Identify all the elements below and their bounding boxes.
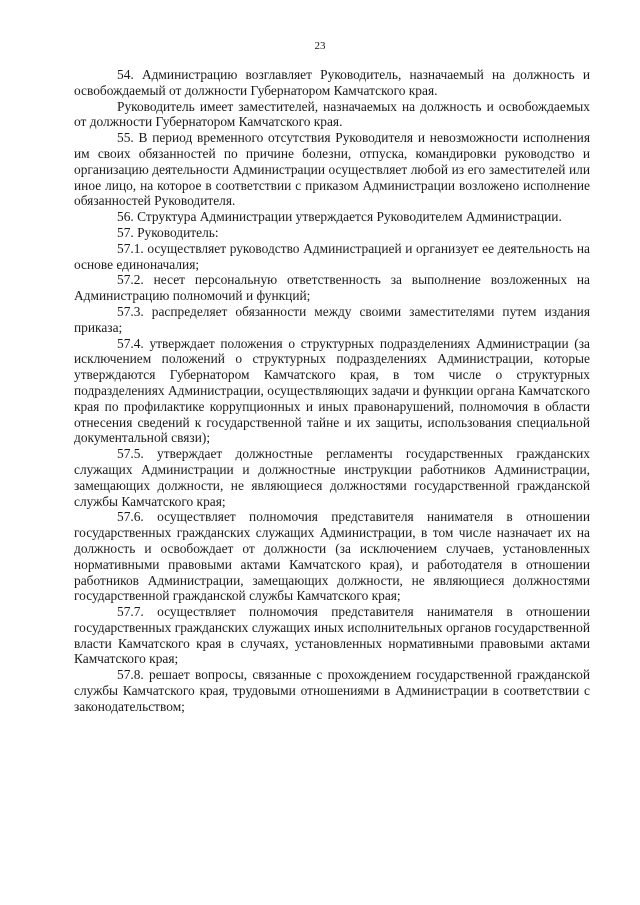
paragraph-56: 56. Структура Администрации утверждается Руководителем Администрации. — [117, 209, 562, 225]
paragraph-57-1: 57.1. осуществляет руководство Администрацией и организует ее деятельность на основе единоначалия; — [74, 240, 590, 272]
paragraph-deputies: Руководитель имеет заместителей, назначаемых на должность и освобождаемых от должности Губернатором Камчатского края. — [74, 98, 590, 130]
page-number: 23 — [314, 40, 326, 52]
paragraph-57-6: 57.6. осуществляет полномочия представителя нанимателя в отношении государственных гражданских служащих Администрации, в том числе назначает их на должность и освобождает от должности (за исключением случаев, установленных нормативными правовыми актами Камчатского края), и работодателя в отношении работников Администрации, замещающих должности, не являющиеся должностями государственной гражданской службы Камчатского края; — [74, 509, 590, 604]
paragraph-54: 54. Администрацию возглавляет Руководитель, назначаемый на должность и освобождаемый от должности Губернатором Камчатского края. — [74, 67, 590, 98]
paragraph-57-8: 57.8. решает вопросы, связанные с прохождением государственной гражданской службы Камчатского края, трудовыми отношениями в Администрации в соответствии с законодательством; — [74, 667, 590, 714]
paragraph-57-2: 57.2. несет персональную ответственность за выполнение возложенных на Администрацию полномочий и функций; — [74, 272, 590, 304]
paragraph-57: 57. Руководитель: — [117, 224, 219, 240]
paragraph-57-5: 57.5. утверждает должностные регламенты государственных гражданских служащих Администрации и должностные инструкции работников Администрации, замещающих должности, не являющиеся должностями государственной гражданской службы Камчатского края; — [74, 446, 590, 509]
paragraph-55: 55. В период временного отсутствия Руководителя и невозможности исполнения им своих обязанностей по причине болезни, отпуска, командировки руководство и организацию деятельности Администрации осуществляет любой из его заместителей или иное лицо, на которое в соответствии с приказом Администрации возложено исполнение обязанностей Руководителя. — [74, 130, 590, 209]
document-body — [74, 67, 590, 715]
paragraph-57-7: 57.7. осуществляет полномочия представителя нанимателя в отношении государственных гражданских служащих иных исполнительных органов государственной власти Камчатского края в случаях, установленных нормативными правовыми актами Камчатского края; — [74, 604, 590, 667]
paragraph-57-3: 57.3. распределяет обязанности между своими заместителями путем издания приказа; — [74, 303, 590, 335]
paragraph-57-4: 57.4. утверждает положения о структурных подразделениях Администрации (за исключением положений о структурных подразделениях Администрации, которые утверждаются Губернатором Камчатского края, в том числе о структурных подразделениях Администрации, осуществляющих задачи и функции органа Камчатского края по профилактике коррупционных и иных правонарушений, полномочия в области отнесения сведений к государственной тайне и их защиты, использования специальной документальной связи); — [74, 335, 590, 446]
